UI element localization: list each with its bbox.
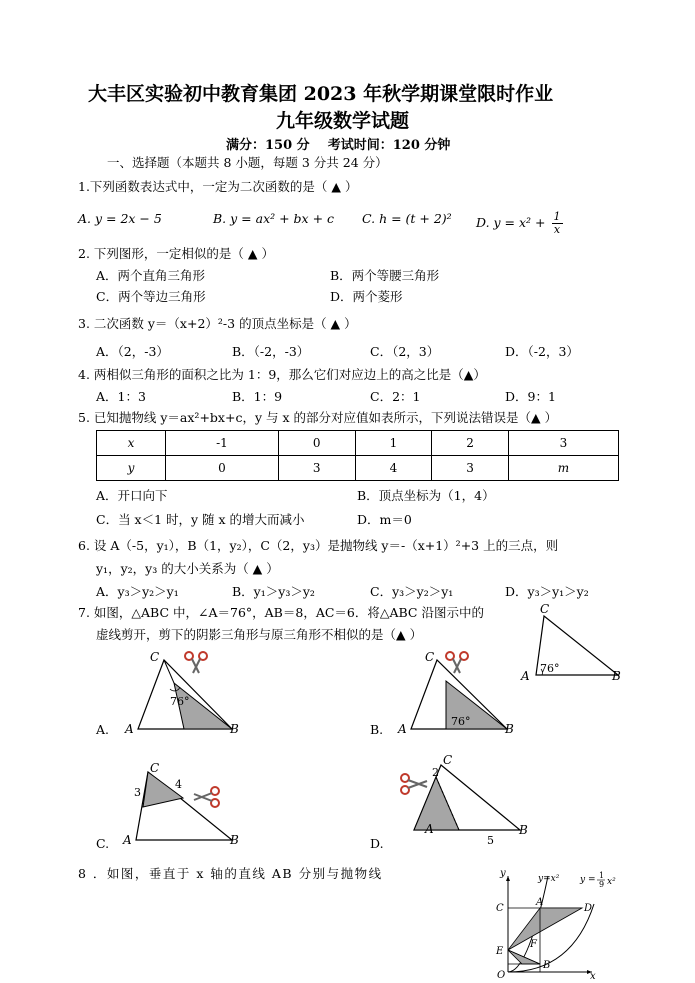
- opt-b-vertex-b: B: [505, 722, 514, 736]
- q6-option-a: A．y₃＞y₂＞y₁: [96, 584, 179, 599]
- q7-option-c-figure: [120, 758, 250, 850]
- q1-option-d: [476, 211, 563, 236]
- q1-d-numerator: 1: [553, 210, 561, 223]
- q5-option-b: B．顶点坐标为（1，4）: [357, 488, 495, 503]
- q4-option-d: D．9：1: [505, 389, 556, 404]
- table-cell: m: [508, 456, 618, 481]
- q2-option-d: D．两个菱形: [330, 289, 403, 304]
- q8-curve2-label-prefix: y =: [580, 875, 596, 885]
- ref-vertex-c: C: [540, 602, 550, 616]
- q2-stem: 2. 下列图形，一定相似的是（ ▲ ）: [78, 246, 274, 261]
- ref-vertex-a: A: [521, 669, 530, 683]
- opt-a-vertex-a: A: [125, 722, 134, 736]
- q7-option-c-label: C.: [96, 836, 110, 851]
- q1-option-d-prefix: D. y = x² +: [476, 215, 546, 230]
- q5-option-a: A．开口向下: [96, 488, 168, 503]
- q8-origin: O: [497, 970, 506, 980]
- scissors-icon: [194, 787, 219, 807]
- q8-point-e: E: [496, 946, 504, 957]
- q8-point-a: A: [536, 897, 544, 908]
- q5-stem: 5. 已知抛物线 y＝ax²+bx+c，y 与 x 的部分对应值如表所示，下列说法错误是（▲ ）: [78, 410, 558, 425]
- q7-option-a-label: A.: [96, 722, 110, 737]
- table-cell: 3: [432, 456, 509, 481]
- q4-option-c: C．2：1: [370, 389, 421, 404]
- q8-curve2-num: 1: [599, 871, 605, 880]
- q1-option-c: C. h = (t + 2)²: [362, 211, 452, 226]
- q3-stem: 3. 二次函数 y＝（x+2）²-3 的顶点坐标是（ ▲ ）: [78, 316, 357, 331]
- q5-option-c: C．当 x＜1 时，y 随 x 的增大而减小: [96, 512, 305, 527]
- opt-b-vertex-a: A: [398, 722, 407, 736]
- q8-curve2-suffix: x²: [607, 877, 616, 887]
- table-cell: -1: [166, 431, 279, 456]
- table-cell: 3: [278, 456, 355, 481]
- opt-d-num-2: 2: [432, 766, 439, 779]
- q8-figure: [480, 868, 635, 980]
- q6-line2: y₁，y₂，y₃ 的大小关系为（ ▲ ）: [96, 561, 279, 576]
- q3-option-a: A．（2，-3）: [96, 344, 169, 359]
- ref-vertex-b: B: [612, 669, 621, 683]
- opt-d-vertex-c: C: [443, 755, 453, 767]
- opt-b-angle-label: 76°: [451, 715, 471, 728]
- q8-point-d: D: [584, 903, 593, 914]
- q7-reference-triangle: [512, 600, 632, 688]
- q8-axis-y: y: [500, 868, 506, 879]
- table-cell: 4: [355, 456, 432, 481]
- table-row-y: [97, 456, 619, 481]
- q1-d-denominator: x: [553, 223, 561, 236]
- scissors-icon: [401, 774, 427, 794]
- opt-d-vertex-a: A: [425, 822, 434, 836]
- q5-value-table: [96, 430, 619, 481]
- table-row-x: [97, 431, 619, 456]
- opt-c-vertex-b: B: [230, 833, 239, 847]
- opt-c-num-3: 3: [134, 786, 141, 799]
- q7-option-a-figure: [120, 645, 250, 740]
- scissors-icon: [446, 652, 468, 673]
- opt-d-num-5: 5: [487, 834, 494, 847]
- q2-option-c: C．两个等边三角形: [96, 289, 206, 304]
- q4-option-a: A．1：3: [96, 389, 146, 404]
- opt-b-vertex-c: C: [425, 650, 435, 664]
- q1-option-a: A. y = 2x − 5: [78, 211, 162, 226]
- table-cell: y: [97, 456, 166, 481]
- opt-a-angle-label: 76°: [170, 695, 190, 708]
- opt-a-vertex-c: C: [150, 650, 160, 664]
- q4-option-b: B．1：9: [232, 389, 283, 404]
- table-cell: 0: [166, 456, 279, 481]
- q2-option-a: A．两个直角三角形: [96, 268, 206, 283]
- q4-stem: 4. 两相似三角形的面积之比为 1：9，那么它们对应边上的高之比是（▲）: [78, 367, 486, 382]
- opt-d-vertex-b: B: [519, 823, 528, 837]
- q8-point-c: C: [496, 903, 504, 914]
- exam-subtitle: 九年级数学试题: [276, 110, 410, 132]
- q8-point-f: F: [530, 939, 537, 950]
- q7-line1: 7. 如图，△ABC 中，∠A＝76°，AB＝8，AC＝6．将△ABC 沿图示中的: [78, 605, 484, 620]
- q8-axis-x: x: [590, 971, 596, 980]
- q8-stem: 8 ．如图，垂直于 x 轴的直线 AB 分别与抛物线: [78, 866, 383, 881]
- q7-line2: 虚线剪开，剪下的阴影三角形与原三角形不相似的是（▲ ）: [96, 627, 423, 642]
- table-cell: 1: [355, 431, 432, 456]
- scissors-icon: [185, 652, 207, 673]
- q8-curve2-den: 9: [599, 880, 605, 889]
- section-heading: 一、选择题（本题共 8 小题，每题 3 分共 24 分）: [107, 155, 388, 170]
- q5-option-d: D．m＝0: [357, 512, 412, 527]
- q1-option-b: B. y = ax² + bx + c: [213, 211, 335, 226]
- table-cell: 2: [432, 431, 509, 456]
- opt-c-vertex-c: C: [150, 761, 160, 775]
- exam-meta: 满分：150 分 考试时间：120 分钟: [226, 138, 451, 153]
- q7-option-b-figure: [395, 645, 525, 740]
- table-cell: x: [97, 431, 166, 456]
- table-cell: 0: [278, 431, 355, 456]
- ref-angle-label: 76°: [540, 662, 560, 675]
- q8-point-b: B: [543, 960, 551, 971]
- q6-option-d: D．y₃＞y₁＞y₂: [505, 584, 589, 599]
- q6-option-b: B．y₁＞y₃＞y₂: [232, 584, 315, 599]
- q6-line1: 6. 设 A（-5，y₁），B（1，y₂），C（2，y₃）是抛物线 y＝-（x+1）²+3 上的三点，则: [78, 538, 559, 553]
- q3-option-d: D．（-2，3）: [505, 344, 579, 359]
- q7-option-b-label: B.: [370, 722, 384, 737]
- q2-option-b: B．两个等腰三角形: [330, 268, 440, 283]
- opt-c-num-4: 4: [175, 778, 182, 791]
- table-cell: 3: [508, 431, 618, 456]
- opt-c-vertex-a: A: [123, 833, 132, 847]
- q7-option-d-label: D.: [370, 836, 384, 851]
- q8-curve1-label: y=x²: [538, 874, 560, 884]
- q1-stem: 1.下列函数表达式中，一定为二次函数的是（ ▲ ）: [78, 179, 358, 194]
- q6-option-c: C．y₃＞y₂＞y₁: [370, 584, 454, 599]
- q3-option-c: C．（2，3）: [370, 344, 440, 359]
- q1-option-d-fraction: [552, 211, 563, 236]
- q3-option-b: B．（-2，-3）: [232, 344, 310, 359]
- opt-a-vertex-b: B: [230, 722, 239, 736]
- q7-option-d-figure: [395, 755, 535, 847]
- exam-title: 大丰区实验初中教育集团 2023 年秋学期课堂限时作业: [88, 83, 554, 105]
